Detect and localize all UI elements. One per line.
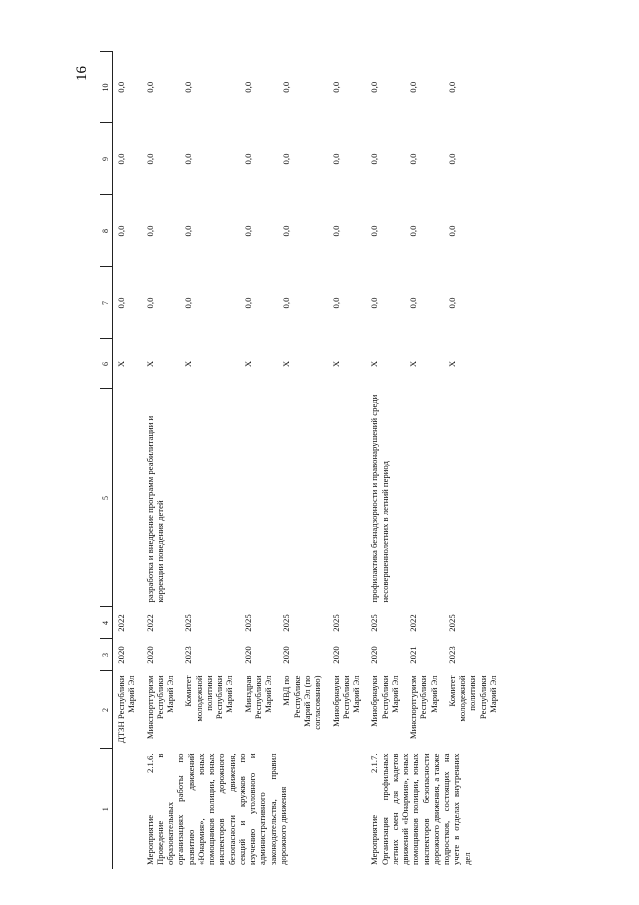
mark-cell: X — [408, 360, 419, 368]
start-year-cell: 2020 — [116, 646, 126, 664]
executor-cell: Минспортгуризм Республики Марий Эл — [408, 675, 439, 740]
result-cell: профилактика безнадзорности и правонарушений среди несовершеннолетних в летний период — [369, 394, 390, 603]
result-cell — [240, 389, 279, 607]
executor-cell: Комитет молодежной политики Республики Марий Эл — [446, 675, 498, 722]
executor-cell: Минспортгуризм Республики Марий Эл — [144, 675, 176, 740]
result-cell: разработка и внедрение программ реабилитации и коррекции поведения детей — [144, 415, 165, 603]
table-row — [142, 52, 181, 869]
value-cell: 0,0 — [446, 153, 457, 165]
mark-cell: X — [183, 360, 194, 368]
start-year-cell: 2020 — [242, 646, 253, 664]
end-year-cell: 2025 — [369, 614, 380, 632]
executor-cell: Минобрнауки Республики Марий Эл — [330, 675, 362, 727]
value-cell: 0,0 — [144, 153, 155, 165]
value-cell: 0,0 — [116, 81, 126, 93]
value-cell: 0,0 — [408, 225, 419, 237]
mark-cell: X — [116, 360, 126, 368]
start-year-cell: 2020 — [369, 646, 380, 664]
col-header: 7 — [100, 267, 113, 339]
start-year-cell: 2020 — [144, 646, 155, 664]
col-header: 2 — [100, 671, 113, 749]
mark-cell: X — [330, 360, 341, 368]
executor-cell: Минобрнауки Республики Марий Эл — [369, 675, 400, 727]
result-cell — [278, 389, 327, 607]
value-cell: 0,0 — [281, 225, 292, 237]
value-cell: 0,0 — [281, 81, 292, 93]
result-cell — [113, 389, 142, 607]
executor-cell: Минздрав Республики Марий Эл — [242, 675, 274, 720]
start-year-cell: 2020 — [330, 646, 341, 664]
col-header: 1 — [100, 749, 113, 869]
value-cell: 0,0 — [369, 225, 380, 237]
value-cell: 0,0 — [281, 297, 292, 309]
table-row — [113, 52, 142, 869]
value-cell: 0,0 — [183, 153, 194, 165]
start-year-cell: 2020 — [281, 646, 292, 664]
col-header: 6 — [100, 339, 113, 389]
value-cell: 0,0 — [408, 297, 419, 309]
executor-cell: ДТЗН Республики Марий Эл — [116, 675, 137, 744]
measures-table — [100, 52, 503, 870]
value-cell: 0,0 — [144, 225, 155, 237]
table-row — [366, 52, 405, 869]
measure-cell: Мероприятие 2.1.6. Проведение в образовательных организациях работы по развитию движений «Юнармия», юных помощников полиции, юных инспекторов дорожного безопасности движения, секций и кружков по изучению уголовного и административного законодательства, правил дорожного движения — [144, 753, 288, 865]
executor-cell: МВД по Республике Марий Эл (по согласованию) — [281, 675, 323, 730]
end-year-cell: 2025 — [330, 614, 341, 632]
value-cell: 0,0 — [144, 81, 155, 93]
mark-cell: X — [281, 360, 292, 368]
mark-cell: X — [144, 360, 155, 368]
page-number: 16 — [74, 66, 90, 81]
col-header: 4 — [100, 607, 113, 639]
value-cell: 0,0 — [408, 81, 419, 93]
result-cell — [328, 389, 367, 607]
value-cell: 0,0 — [242, 297, 253, 309]
end-year-cell: 2025 — [281, 614, 292, 632]
value-cell: 0,0 — [369, 153, 380, 165]
value-cell: 0,0 — [116, 297, 126, 309]
col-header: 3 — [100, 639, 113, 671]
table-row — [328, 52, 367, 869]
measure-cell — [113, 749, 142, 869]
start-year-cell: 2023 — [183, 646, 194, 664]
value-cell: 0,0 — [369, 81, 380, 93]
value-cell: 0,0 — [116, 153, 126, 165]
col-header: 9 — [100, 123, 113, 195]
value-cell: 0,0 — [446, 81, 457, 93]
end-year-cell: 2025 — [183, 614, 194, 632]
value-cell: 0,0 — [330, 153, 341, 165]
col-header: 5 — [100, 389, 113, 607]
table-row — [278, 52, 327, 869]
start-year-cell: 2021 — [408, 646, 419, 664]
column-number-row — [100, 52, 113, 869]
end-year-cell: 2022 — [144, 614, 155, 632]
value-cell: 0,0 — [183, 81, 194, 93]
value-cell: 0,0 — [116, 225, 126, 237]
value-cell: 0,0 — [242, 81, 253, 93]
value-cell: 0,0 — [330, 225, 341, 237]
mark-cell: X — [446, 360, 457, 368]
value-cell: 0,0 — [183, 225, 194, 237]
value-cell: 0,0 — [330, 81, 341, 93]
mark-cell: X — [242, 360, 253, 368]
value-cell: 0,0 — [446, 297, 457, 309]
value-cell: 0,0 — [369, 297, 380, 309]
mark-cell: X — [369, 360, 380, 368]
end-year-cell: 2025 — [242, 614, 253, 632]
value-cell: 0,0 — [242, 153, 253, 165]
value-cell: 0,0 — [446, 225, 457, 237]
value-cell: 0,0 — [408, 153, 419, 165]
value-cell: 0,0 — [242, 225, 253, 237]
value-cell: 0,0 — [330, 297, 341, 309]
start-year-cell: 2023 — [446, 646, 457, 664]
col-header: 8 — [100, 195, 113, 267]
executor-cell: Комитет молодежной политики Республики Марий Эл — [183, 675, 235, 722]
value-cell: 0,0 — [183, 297, 194, 309]
table-row — [240, 52, 279, 869]
end-year-cell: 2022 — [116, 614, 126, 632]
col-header: 10 — [100, 52, 113, 123]
value-cell: 0,0 — [144, 297, 155, 309]
measure-cell: Мероприятие 2.1.7. Организация профильных летних смен для кадетов движений «Юнармия», юных помощников полиции, юных инспекторов безопасности дорожного движения, а также подростков, состоящих на учете в отделах внутренних дел — [369, 753, 472, 865]
end-year-cell: 2022 — [408, 614, 419, 632]
value-cell: 0,0 — [281, 153, 292, 165]
end-year-cell: 2025 — [446, 614, 457, 632]
